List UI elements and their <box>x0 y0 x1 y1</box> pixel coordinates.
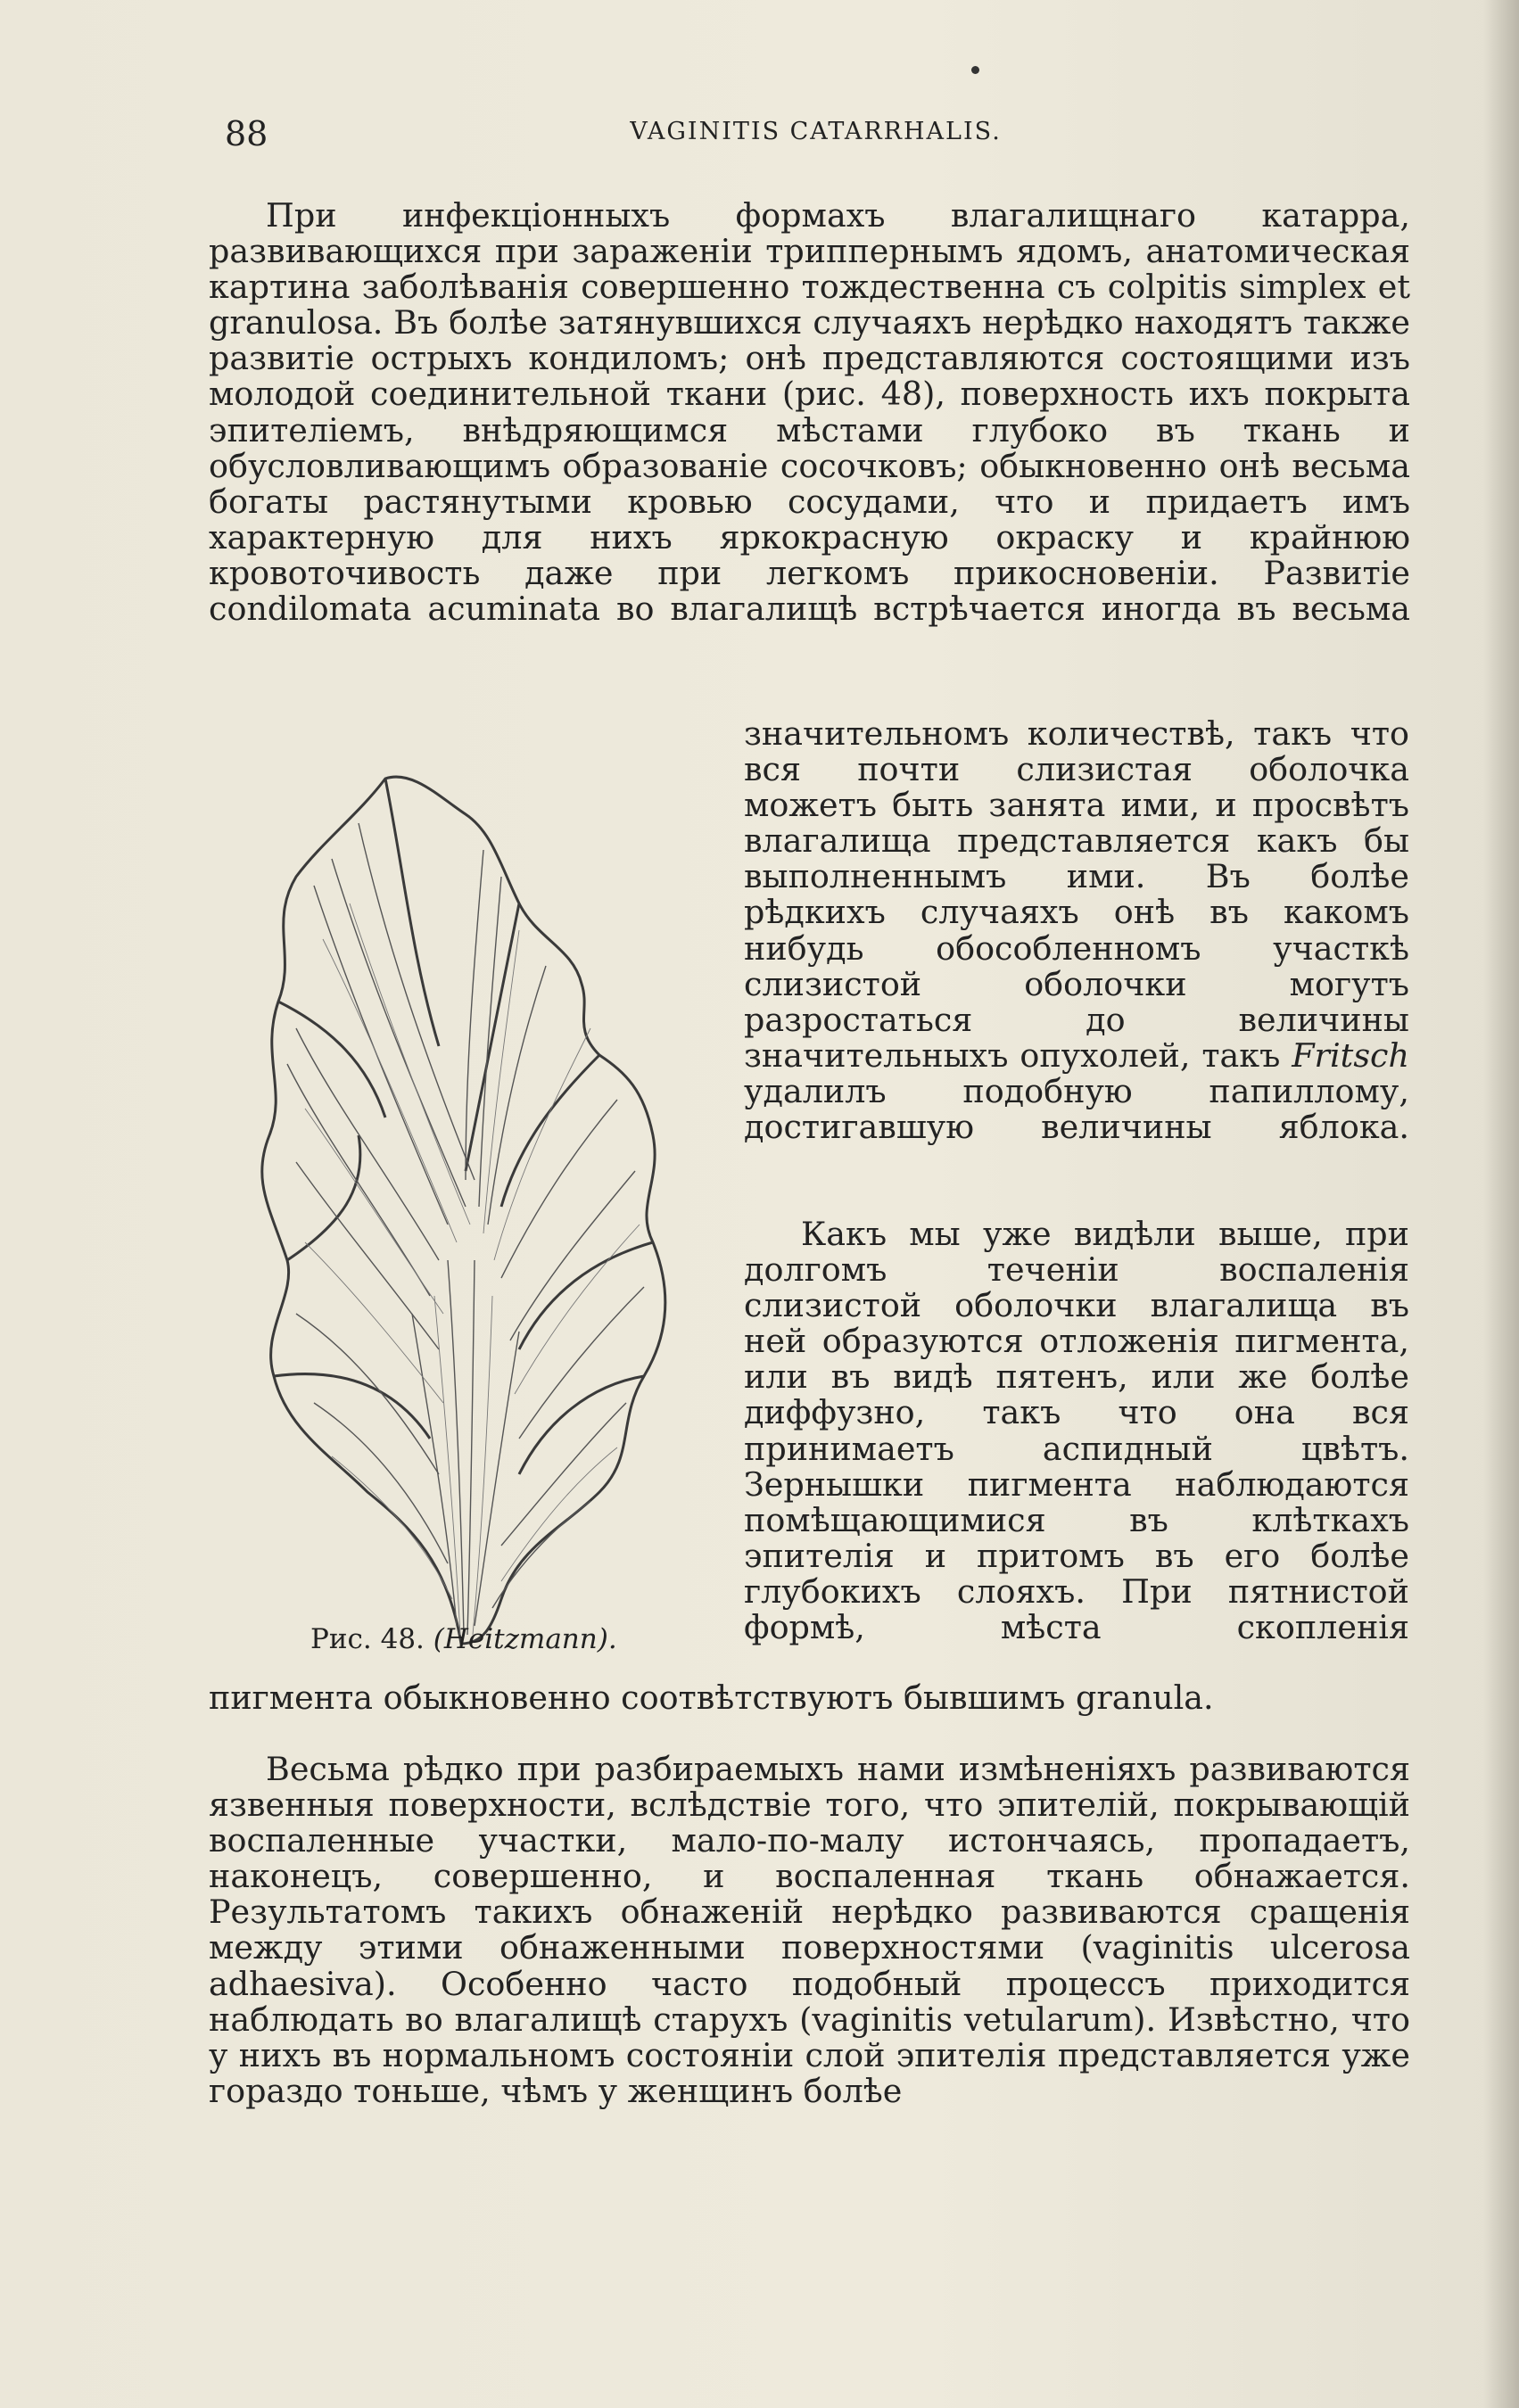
paragraph-pigment-end: пигмента обыкновенно соотвѣтствуютъ бывшимъ granula. <box>209 1678 1214 1717</box>
page-number: 88 <box>225 114 268 153</box>
paragraph-condylomata-end: удалилъ подобную папиллому, достигавшую величины яблока. <box>744 1071 1409 1147</box>
running-title: VAGINITIS CATARRHALIS. <box>630 118 1002 145</box>
page-header <box>225 114 1407 153</box>
paragraph-condylomata-continued <box>744 716 1409 1145</box>
figure-caption-number: Рис. 48. <box>310 1623 425 1655</box>
figure-caption <box>310 1623 617 1655</box>
paragraph-condylomata-continued-text: значительномъ количествѣ, такъ что вся почти слизистая оболочка можетъ быть занята ими, и просвѣтъ влагалища представляется какъ бы выполненнымъ ими. Въ болѣе рѣдкихъ случаяхъ онѣ въ какомъ нибудь обособленномъ участкѣ слизистой оболочки могутъ разростаться до величины значительныхъ опухолей, такъ <box>744 714 1409 1075</box>
page-edge-shadow <box>1483 0 1519 2408</box>
figure-caption-author: (Heitzmann). <box>433 1623 617 1655</box>
paragraph-ulceration: Весьма рѣдко при разбираемыхъ нами измѣненіяхъ развиваются язвенныя поверхности, вслѣдствіе того, что эпителій, покрывающій воспаленные участки, мало-по-малу истончаясь, пропадаетъ, наконецъ, совершенно, и воспаленная ткань обнажается. Результатомъ такихъ обнаженій нерѣдко развиваются сращенія между этими обнаженными поверхностями (vaginitis ulcerosa adhaesiva). Особенно часто подобный процессъ приходится наблюдать во влагалищѣ старухъ (vaginitis vetularum). Извѣстно, что у нихъ въ нормальномъ состояніи слой эпителія представляется уже гораздо тоньше, чѣмъ у женщинъ болѣе <box>209 1750 1410 2110</box>
ink-dot <box>971 66 979 74</box>
paragraph-pigment: Какъ мы уже видѣли выше, при долгомъ теченіи воспаленія слизистой оболочки влагалища въ ней образуются отложенія пигмента, или въ видѣ пятенъ, или же болѣе диффузно, такъ что она вся принимаетъ аспидный цвѣтъ. Зернышки пигмента наблюдаются помѣщающимися въ клѣткахъ эпителія и притомъ въ его болѣе глубокихъ слояхъ. При пятнистой формѣ, мѣста скопленія <box>744 1215 1409 1647</box>
figure-48-condyloma-illustration <box>234 761 733 1653</box>
paragraph-condylomata: При инфекціонныхъ формахъ влагалищнаго катарра, развивающихся при зараженіи триппернымъ ядомъ, анатомическая картина заболѣванія совершенно тождественна съ colpitis simplex et granulosa. Въ болѣе затянувшихся случаяхъ нерѣдко находятъ также развитіе острыхъ кондиломъ; онѣ представляются состоящими изъ молодой соединительной ткани (рис. 48), поверхность ихъ покрыта эпителіемъ, внѣдряющимся мѣстами глубоко въ ткань и обусловливающимъ образованіе сосочковъ; обыкновенно онѣ весьма богаты растянутыми кровью сосудами, что и придаетъ имъ характерную для нихъ яркокрасную окраску и крайнюю кровоточивость даже при легкомъ прикосновеніи. Развитіе condilomata acuminata во влагалищѣ встрѣчается иногда въ весьма <box>209 196 1410 629</box>
condyloma-outline <box>262 777 665 1644</box>
author-fritsch: Fritsch <box>1292 1035 1409 1075</box>
